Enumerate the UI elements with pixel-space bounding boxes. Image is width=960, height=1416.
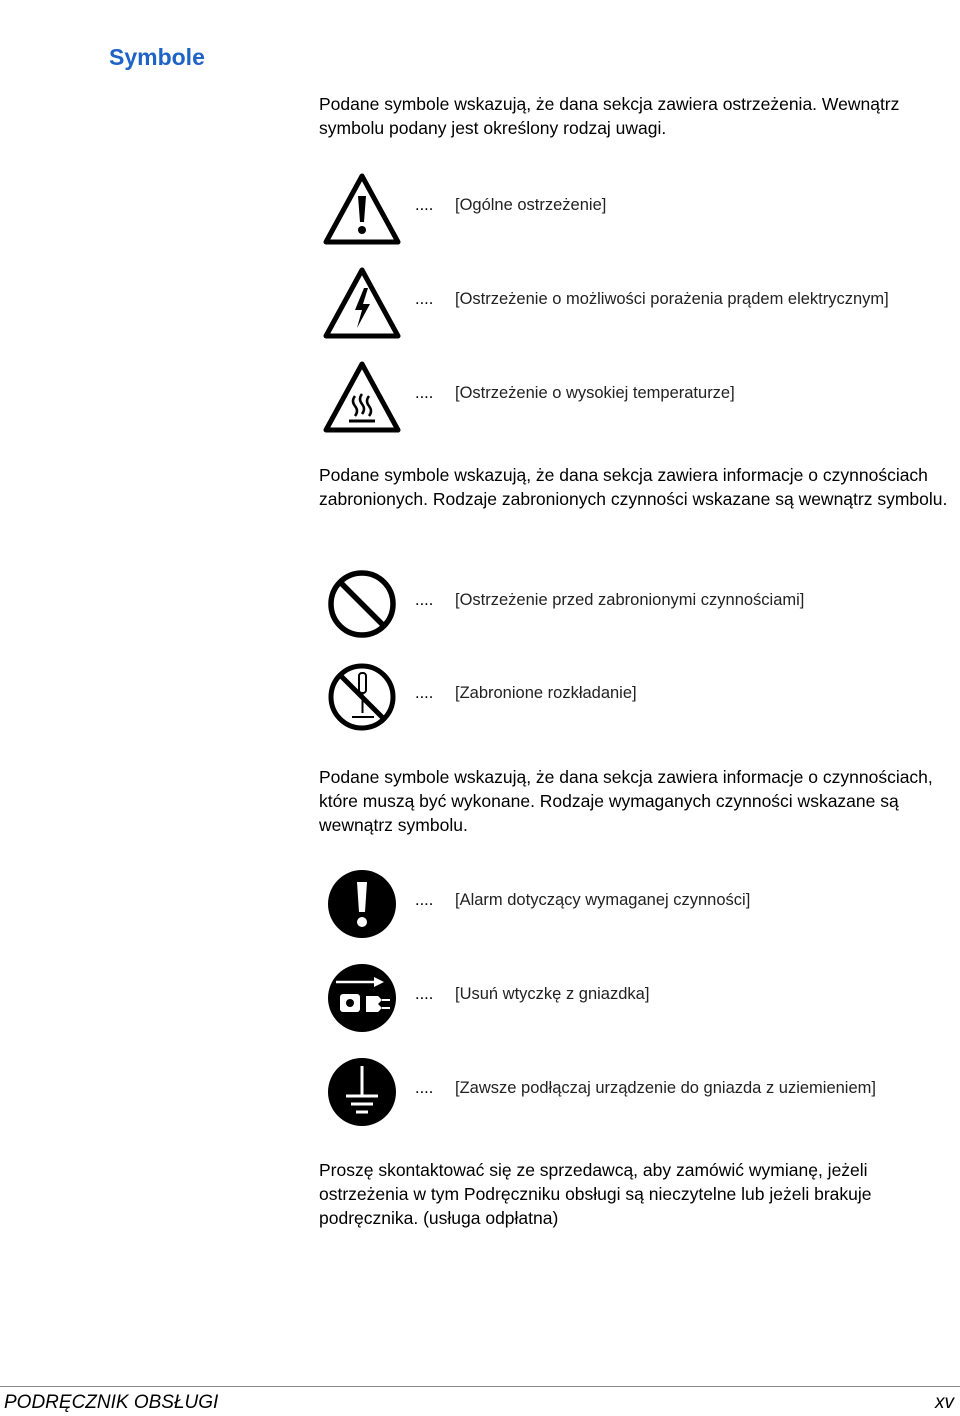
symbol-row-high-temperature (0, 350, 960, 440)
symbol-label: [Ostrzeżenie przed zabronionymi czynnościami] (455, 591, 805, 609)
page-title: Symbole (109, 44, 205, 70)
electric-shock-warning-icon (322, 264, 402, 344)
symbol-dots: .... (415, 684, 434, 702)
symbol-label: [Zabronione rozkładanie] (455, 684, 637, 702)
footer-page-number: xv (935, 1392, 954, 1413)
footer-manual-title: PODRĘCZNIK OBSŁUGI (4, 1392, 219, 1413)
required-intro-paragraph: Podane symbole wskazują, że dana sekcja zawiera informacje o czynnościach, które muszą być wykonane. Rodzaje wymaganych czynności wskazane są wewnątrz symbolu. (319, 767, 933, 835)
symbol-dots: .... (415, 290, 434, 308)
symbol-label: [Zawsze podłączaj urządzenie do gniazda z uziemieniem] (455, 1079, 876, 1097)
symbol-label: [Ostrzeżenie o wysokiej temperaturze] (455, 384, 735, 402)
symbol-row-required-alert (0, 862, 960, 952)
symbol-label: [Ostrzeżenie o możliwości porażenia prądem elektrycznym] (455, 290, 889, 308)
symbol-label: [Ogólne ostrzeżenie] (455, 196, 607, 214)
symbol-row-general-warning (0, 162, 960, 252)
symbol-dots: .... (415, 985, 434, 1003)
symbol-row-prohibited (0, 560, 960, 650)
required-action-alert-icon (322, 864, 402, 944)
footer-divider (0, 1386, 960, 1387)
symbol-row-ground (0, 1050, 960, 1140)
general-warning-icon (322, 170, 402, 250)
symbol-row-electric-shock (0, 256, 960, 346)
symbol-dots: .... (415, 891, 434, 909)
symbol-dots: .... (415, 196, 434, 214)
prohibited-action-icon (322, 564, 402, 644)
unplug-icon (322, 958, 402, 1038)
high-temperature-warning-icon (322, 358, 402, 438)
prohibited-intro-paragraph: Podane symbole wskazują, że dana sekcja zawiera informacje o czynnościach zabronionych. Rodzaje zabronionych czynności wskazane są wewnątrz symbolu. (319, 465, 948, 509)
symbol-row-unplug (0, 956, 960, 1046)
warning-intro-paragraph: Podane symbole wskazują, że dana sekcja zawiera ostrzeżenia. Wewnątrz symbolu podany jest określony rodzaj uwagi. (319, 94, 900, 138)
symbol-dots: .... (415, 591, 434, 609)
closing-paragraph: Proszę skontaktować się ze sprzedawcą, aby zamówić wymianę, jeżeli ostrzeżenia w tym Podręczniku obsługi są nieczytelne lub jeżeli brakuje podręcznika. (usługa odpłatna) (319, 1160, 872, 1228)
symbol-row-disassembly (0, 653, 960, 743)
ground-connection-icon (322, 1052, 402, 1132)
symbol-label: [Usuń wtyczkę z gniazdka] (455, 985, 650, 1003)
symbol-dots: .... (415, 384, 434, 402)
symbol-dots: .... (415, 1079, 434, 1097)
symbol-label: [Alarm dotyczący wymaganej czynności] (455, 891, 751, 909)
disassembly-prohibited-icon (322, 657, 402, 737)
